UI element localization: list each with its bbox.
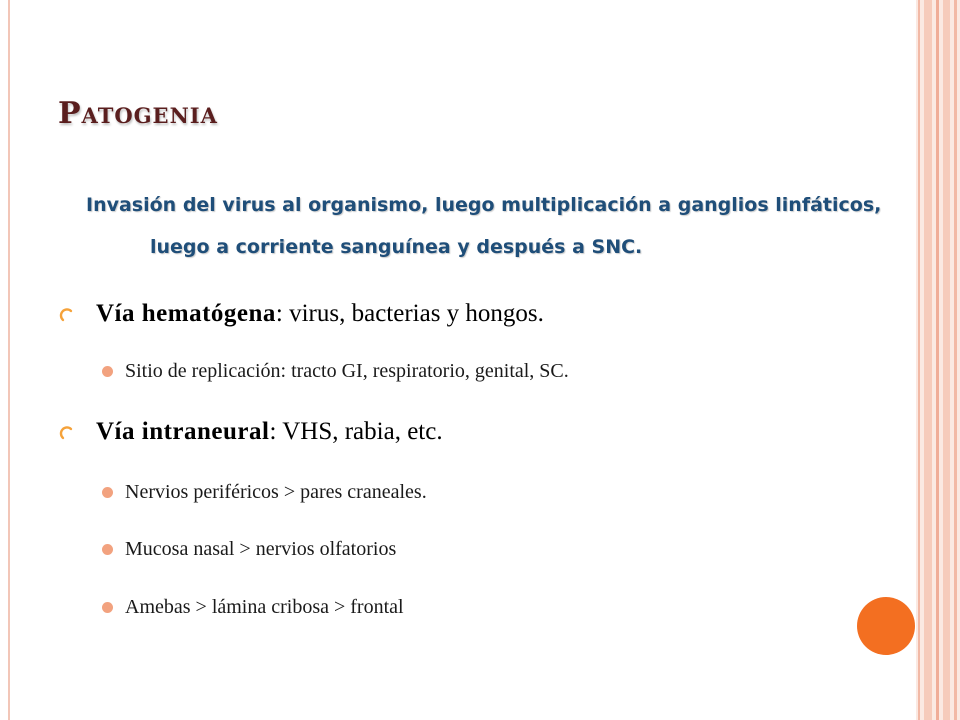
decorative-stripes: [916, 0, 960, 720]
open-circle-bullet-icon: [58, 424, 74, 440]
stripe: [943, 0, 950, 720]
bullet-rest: : virus, bacterias y hongos.: [275, 300, 544, 327]
sub-bullet: [102, 360, 569, 383]
stripe: [918, 0, 920, 720]
bullet-rest: : VHS, rabia, etc.: [269, 418, 443, 445]
left-frame-line: [8, 0, 10, 720]
slide-title: Patogenia: [58, 96, 218, 131]
filled-dot-bullet-icon: [102, 544, 113, 555]
stripe: [924, 0, 932, 720]
sub-bullet: [102, 481, 427, 504]
filled-dot-bullet-icon: [102, 602, 113, 613]
filled-dot-bullet-icon: [102, 487, 113, 498]
stripe: [936, 0, 939, 720]
sub-bullet-text: Nervios periféricos > pares craneales.: [125, 481, 427, 503]
sub-bullet-text: Sitio de replicación: tracto GI, respiratorio, genital, SC.: [125, 360, 569, 382]
bullet-text: [96, 418, 443, 446]
bullet-bold-term: Vía intraneural: [96, 418, 270, 445]
bullet-via-intraneural: [58, 418, 443, 446]
open-circle-bullet-icon: [58, 306, 74, 322]
bullet-bold-term: Vía hematógena: [96, 300, 276, 327]
stripe: [954, 0, 957, 720]
accent-circle: [857, 597, 915, 655]
bullet-via-hematogena: [58, 300, 544, 328]
sub-bullet: [102, 538, 396, 561]
sub-bullet-text: Amebas > lámina cribosa > frontal: [125, 596, 404, 618]
sub-bullet: [102, 596, 404, 619]
intro-text: Invasión del virus al organismo, luego multiplicación a ganglios linfáticos, luego a corriente sanguínea y después a SNC.: [86, 194, 882, 258]
filled-dot-bullet-icon: [102, 366, 113, 377]
sub-bullet-text: Mucosa nasal > nervios olfatorios: [125, 538, 397, 560]
bullet-text: [96, 300, 544, 328]
